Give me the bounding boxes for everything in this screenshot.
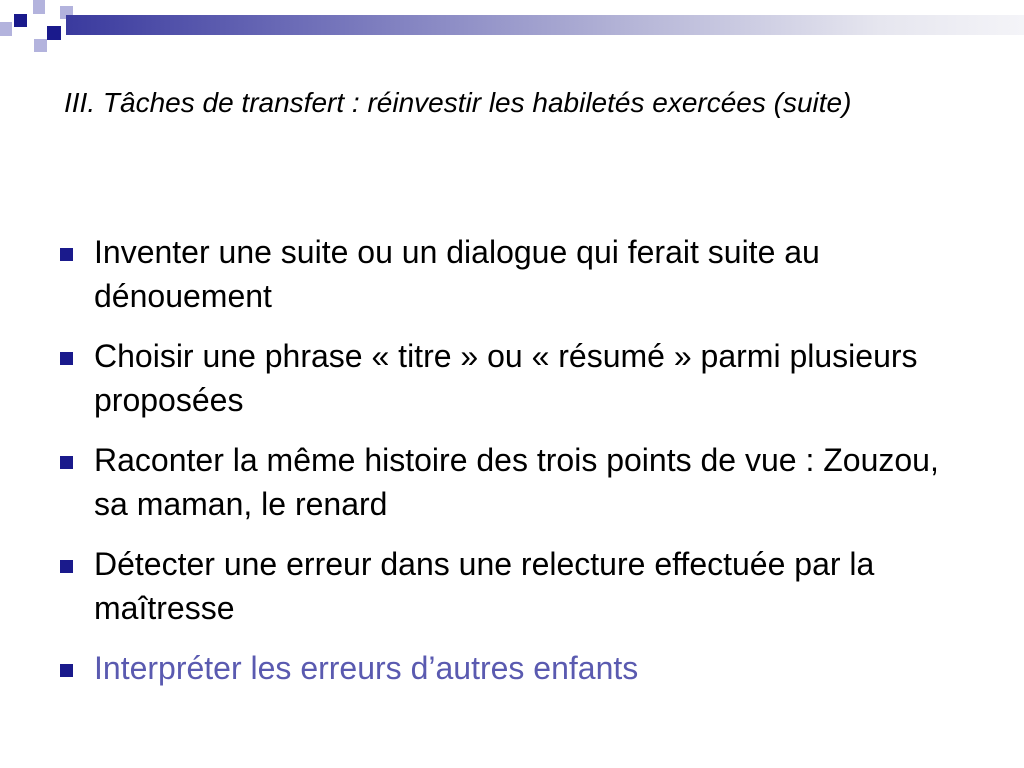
- square-bullet-icon: [60, 664, 73, 677]
- slide-title: III. Tâches de transfert : réinvestir les habiletés exercées (suite): [64, 87, 852, 118]
- bullet-list: [58, 230, 978, 706]
- decor-square-4: [47, 26, 61, 40]
- decor-square-5: [34, 39, 47, 52]
- bullet-text: Interpréter les erreurs d’autres enfants: [94, 650, 639, 686]
- decor-square-1: [14, 14, 27, 27]
- bullet-text: Détecter une erreur dans une relecture effectuée par la maîtresse: [94, 546, 875, 626]
- bullet-item: [58, 334, 978, 422]
- bullet-text: Raconter la même histoire des trois points de vue : Zouzou, sa maman, le renard: [94, 442, 939, 522]
- decor-square-3: [33, 0, 45, 14]
- square-bullet-icon: [60, 456, 73, 469]
- square-bullet-icon: [60, 352, 73, 365]
- square-bullet-icon: [60, 560, 73, 573]
- bullet-item-highlighted: [58, 646, 978, 690]
- bullet-text: Choisir une phrase « titre » ou « résumé » parmi plusieurs proposées: [94, 338, 918, 418]
- bullet-text: Inventer une suite ou un dialogue qui ferait suite au dénouement: [94, 234, 820, 314]
- bullet-item: [58, 230, 978, 318]
- decor-square-2: [0, 22, 12, 36]
- square-bullet-icon: [60, 248, 73, 261]
- decor-gradient-bar: [66, 15, 1024, 35]
- bullet-item: [58, 438, 978, 526]
- bullet-item: [58, 542, 978, 630]
